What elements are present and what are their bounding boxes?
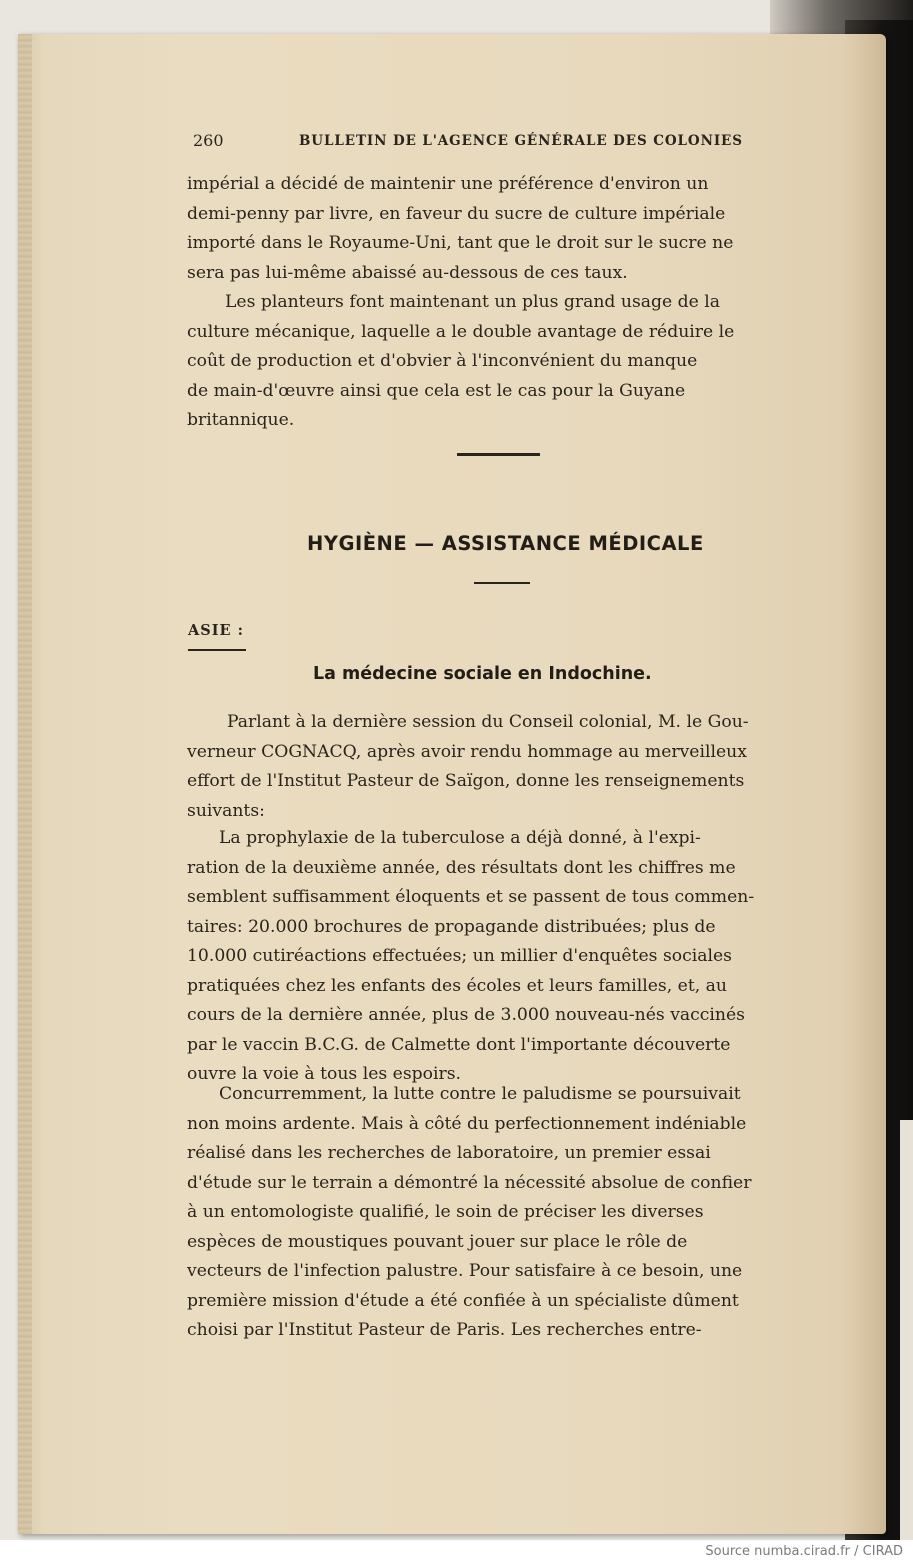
text-line: semblent suffisamment éloquents et se passent de tous commen- [187, 887, 755, 907]
article-subtitle: La médecine sociale en Indochine. [313, 664, 652, 684]
text-line: coût de production et d'obvier à l'inconvénient du manque [187, 351, 698, 371]
page-stack-edge [18, 34, 32, 1534]
text-line: verneur COGNACQ, après avoir rendu hommage au merveilleux [187, 741, 747, 762]
paragraph-tuberculosis [187, 824, 819, 1090]
text-line: demi-penny par livre, en faveur du sucre de culture impériale [187, 203, 726, 224]
text-line: réalisé dans les recherches de laboratoire, un premier essai [187, 1143, 711, 1163]
text-line: britannique. [187, 410, 295, 430]
text-line: Concurremment, la lutte contre le paludisme se poursuivait [219, 1084, 741, 1104]
text-line: culture mécanique, laquelle a le double avantage de réduire le [187, 321, 735, 342]
text-line: impérial a décidé de maintenir une préférence d'environ un [187, 174, 709, 194]
text-line: d'étude sur le terrain a démontré la nécessité absolue de confier [187, 1172, 752, 1193]
text-line: suivants: [187, 800, 265, 821]
text-line: espèces de moustiques pouvant jouer sur place le rôle de [187, 1231, 688, 1252]
text-line: par le vaccin B.C.G. de Calmette dont l'importante découverte [187, 1034, 731, 1055]
text-line: ouvre la voie à tous les espoirs. [187, 1064, 461, 1084]
text-line: effort de l'Institut Pasteur de Saïgon, donne les renseignements [187, 771, 745, 791]
section-divider-top [457, 453, 540, 456]
section-title: HYGIÈNE — ASSISTANCE MÉDICALE [307, 532, 704, 555]
text-line: choisi par l'Institut Pasteur de Paris. Les recherches entre- [187, 1320, 702, 1340]
paragraph-mechanical-culture [187, 288, 819, 436]
text-line: non moins ardente. Mais à côté du perfectionnement indéniable [187, 1113, 747, 1134]
paragraph-malaria [187, 1080, 819, 1346]
text-line: de main-d'œuvre ainsi que cela est le cas pour la Guyane [187, 380, 686, 401]
text-line: Les planteurs font maintenant un plus grand usage de la [225, 292, 721, 312]
text-line: Parlant à la dernière session du Conseil colonial, M. le Gou- [227, 712, 749, 732]
section-divider-bottom [474, 582, 530, 584]
paragraph-cognacq-speech [187, 708, 819, 826]
page-header [187, 131, 747, 153]
paragraph-sugar-preference [187, 170, 819, 288]
text-line: taires: 20.000 brochures de propagande distribuées; plus de [187, 916, 716, 937]
text-line: vecteurs de l'infection palustre. Pour satisfaire à ce besoin, une [187, 1261, 743, 1281]
text-line: à un entomologiste qualifié, le soin de préciser les diverses [187, 1202, 704, 1222]
page-number: 260 [193, 131, 224, 150]
text-line: La prophylaxie de la tuberculose a déjà donné, à l'expi- [219, 828, 701, 848]
text-line: importé dans le Royaume-Uni, tant que le droit sur le sucre ne [187, 233, 734, 253]
text-line: première mission d'étude a été confiée à un spécialiste dûment [187, 1290, 739, 1311]
running-head: BULLETIN DE L'AGENCE GÉNÉRALE DES COLONIES [299, 133, 743, 149]
next-page-edge [900, 1120, 913, 1540]
text-line: cours de la dernière année, plus de 3.000 nouveau-nés vaccinés [187, 1005, 745, 1025]
text-line: sera pas lui-même abaissé au-dessous de ces taux. [187, 262, 628, 283]
text-line: ration de la deuxième année, des résultats dont les chiffres me [187, 857, 736, 878]
text-line: pratiquées chez les enfants des écoles et leurs familles, et, au [187, 975, 727, 996]
source-credit: Source numba.cirad.fr / CIRAD [705, 1544, 903, 1559]
text-line: 10.000 cutiréactions effectuées; un millier d'enquêtes sociales [187, 946, 732, 966]
region-label: ASIE : [188, 622, 244, 639]
region-underline [188, 649, 246, 651]
